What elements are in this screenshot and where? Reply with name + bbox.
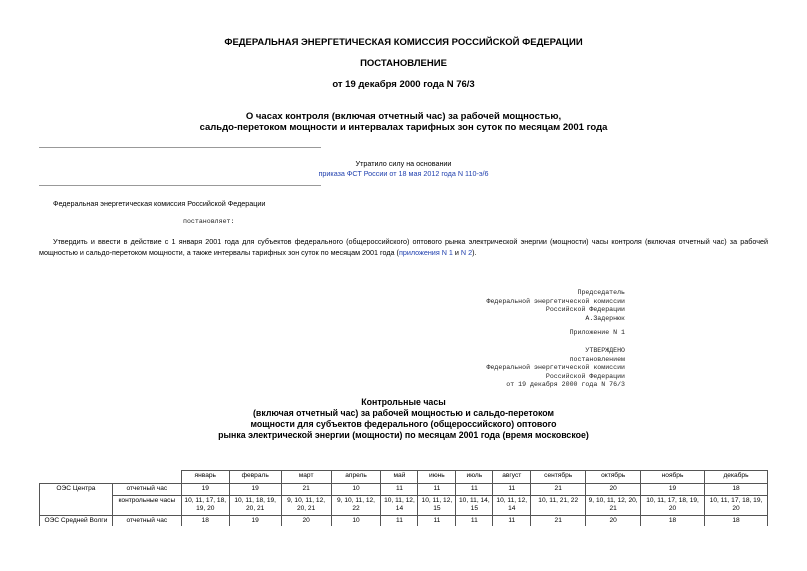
value-cell: 11 (456, 515, 493, 526)
month-header: ноябрь (641, 471, 705, 484)
value-cell: 10, 11, 18, 19, 20, 21 (229, 495, 281, 515)
month-header: апрель (331, 471, 381, 484)
appendix-2-link[interactable]: N 2 (460, 248, 473, 257)
signature-block (487, 289, 626, 323)
row-label: отчетный час (112, 515, 181, 526)
control-hours-table (39, 470, 768, 526)
approval-line2: Федеральной энергетической комиссии (486, 364, 625, 372)
table-title-line4: рынка электрической энергии (мощности) по месяцам 2001 года (время московское) (218, 430, 589, 440)
status-invalid-link-row (0, 169, 807, 178)
value-cell: 11 (418, 484, 456, 496)
table-title-line2: (включая отчетный час) за рабочей мощностью и сальдо-перетоком (252, 408, 554, 418)
resolution-and: и (452, 248, 461, 257)
month-header: сентябрь (531, 471, 586, 484)
header-empty-cell (40, 471, 113, 484)
resolution-end: ). (472, 248, 477, 257)
table-title (0, 397, 807, 441)
table-row (40, 515, 768, 526)
value-cell: 11 (456, 484, 493, 496)
month-header: июль (456, 471, 493, 484)
value-cell: 20 (586, 484, 641, 496)
table-row (40, 484, 768, 496)
table-title-line1: Контрольные часы (361, 397, 446, 407)
value-cell: 21 (531, 484, 586, 496)
approval-line3: Российской Федерации (545, 372, 625, 380)
value-cell: 10, 11, 17, 18, 19, 20 (181, 495, 229, 515)
appendix-1-link[interactable]: приложения N 1 (398, 248, 453, 257)
month-header: декабрь (704, 471, 767, 484)
value-cell: 19 (641, 484, 705, 496)
value-cell: 10 (331, 484, 381, 496)
appendix-label: Приложение N 1 (569, 329, 625, 336)
approval-line4: от 19 декабря 2000 года N 76/3 (506, 381, 625, 389)
resolves-label: постановляет: (183, 218, 235, 225)
agency-title: ФЕДЕРАЛЬНАЯ ЭНЕРГЕТИЧЕСКАЯ КОМИССИЯ РОССИЙСКОЙ ФЕДЕРАЦИИ (224, 37, 583, 48)
signature-country: Российской Федерации (545, 306, 625, 314)
value-cell: 11 (418, 515, 456, 526)
resolution-paragraph (39, 236, 768, 258)
month-header: октябрь (586, 471, 641, 484)
value-cell: 18 (704, 515, 767, 526)
value-cell: 9, 10, 11, 12, 20, 21 (586, 495, 641, 515)
commission-name: Федеральная энергетическая комиссия Российской Федерации (53, 199, 266, 208)
month-header: март (281, 471, 331, 484)
signature-title: Председатель (577, 289, 625, 296)
document-title-line1: О часах контроля (включая отчетный час) за рабочей мощностью, (245, 111, 562, 122)
approval-heading: УТВЕРЖДЕНО (585, 347, 625, 354)
signature-org: Федеральной энергетической комиссии (486, 297, 625, 305)
value-cell: 10, 11, 14, 15 (456, 495, 493, 515)
approval-block (487, 347, 626, 390)
resolution-text: Утвердить и ввести в действие с 1 января 2001 года для субъектов федерального (общероссийского) оптового рынка электрической энергии (мощности) часы контроля (включая отчетный час) за рабочей мощностью и сальдо-перетоком мощности, а также интервалы тарифных зон суток по месяцам 2001 года ( (39, 237, 768, 257)
value-cell: 10, 11, 12, 15 (418, 495, 456, 515)
row-label: контрольные часы (112, 495, 181, 515)
signature-name: А.Задернюк (585, 314, 625, 322)
value-cell: 20 (586, 515, 641, 526)
value-cell: 19 (229, 484, 281, 496)
divider-top (39, 147, 321, 148)
value-cell: 20 (281, 515, 331, 526)
value-cell: 11 (381, 515, 418, 526)
value-cell: 10 (331, 515, 381, 526)
table-row (40, 495, 768, 515)
table-title-line3: мощности для субъектов федерального (общероссийского) оптового (250, 419, 557, 429)
value-cell: 10, 11, 12, 14 (381, 495, 418, 515)
month-header: январь (181, 471, 229, 484)
approval-line1: постановлением (569, 355, 625, 363)
value-cell: 9, 10, 11, 12, 20, 21 (281, 495, 331, 515)
value-cell: 19 (229, 515, 281, 526)
value-cell: 10, 11, 17, 18, 19, 20 (704, 495, 767, 515)
value-cell: 11 (493, 515, 531, 526)
document-title-line2: сальдо-перетоком мощности и интервалах тарифных зон суток по месяцам 2001 года (199, 122, 608, 133)
value-cell: 21 (531, 515, 586, 526)
value-cell: 11 (493, 484, 531, 496)
status-invalid-text: Утратило силу на основании (355, 159, 452, 168)
value-cell: 10, 11, 21, 22 (531, 495, 586, 515)
month-header: август (493, 471, 531, 484)
value-cell: 11 (381, 484, 418, 496)
document-date-number: от 19 декабря 2000 года N 76/3 (332, 79, 475, 90)
value-cell: 10, 11, 17, 18, 19, 20 (641, 495, 705, 515)
month-header: май (381, 471, 418, 484)
value-cell: 10, 11, 12, 14 (493, 495, 531, 515)
document-type: ПОСТАНОВЛЕНИЕ (360, 58, 447, 69)
table-header-row (40, 471, 768, 484)
value-cell: 18 (181, 515, 229, 526)
status-invalid-link[interactable]: приказа ФСТ России от 18 мая 2012 года N 110-э/6 (318, 169, 489, 178)
value-cell: 18 (704, 484, 767, 496)
value-cell: 21 (281, 484, 331, 496)
month-header: февраль (229, 471, 281, 484)
value-cell: 9, 10, 11, 12, 22 (331, 495, 381, 515)
region-cell: ОЭС Средней Волги (40, 515, 113, 526)
region-cell: ОЭС Центра (40, 484, 113, 516)
row-label: отчетный час (112, 484, 181, 496)
divider-bottom (39, 185, 321, 186)
header-empty-cell (112, 471, 181, 484)
month-header: июнь (418, 471, 456, 484)
value-cell: 18 (641, 515, 705, 526)
value-cell: 19 (181, 484, 229, 496)
